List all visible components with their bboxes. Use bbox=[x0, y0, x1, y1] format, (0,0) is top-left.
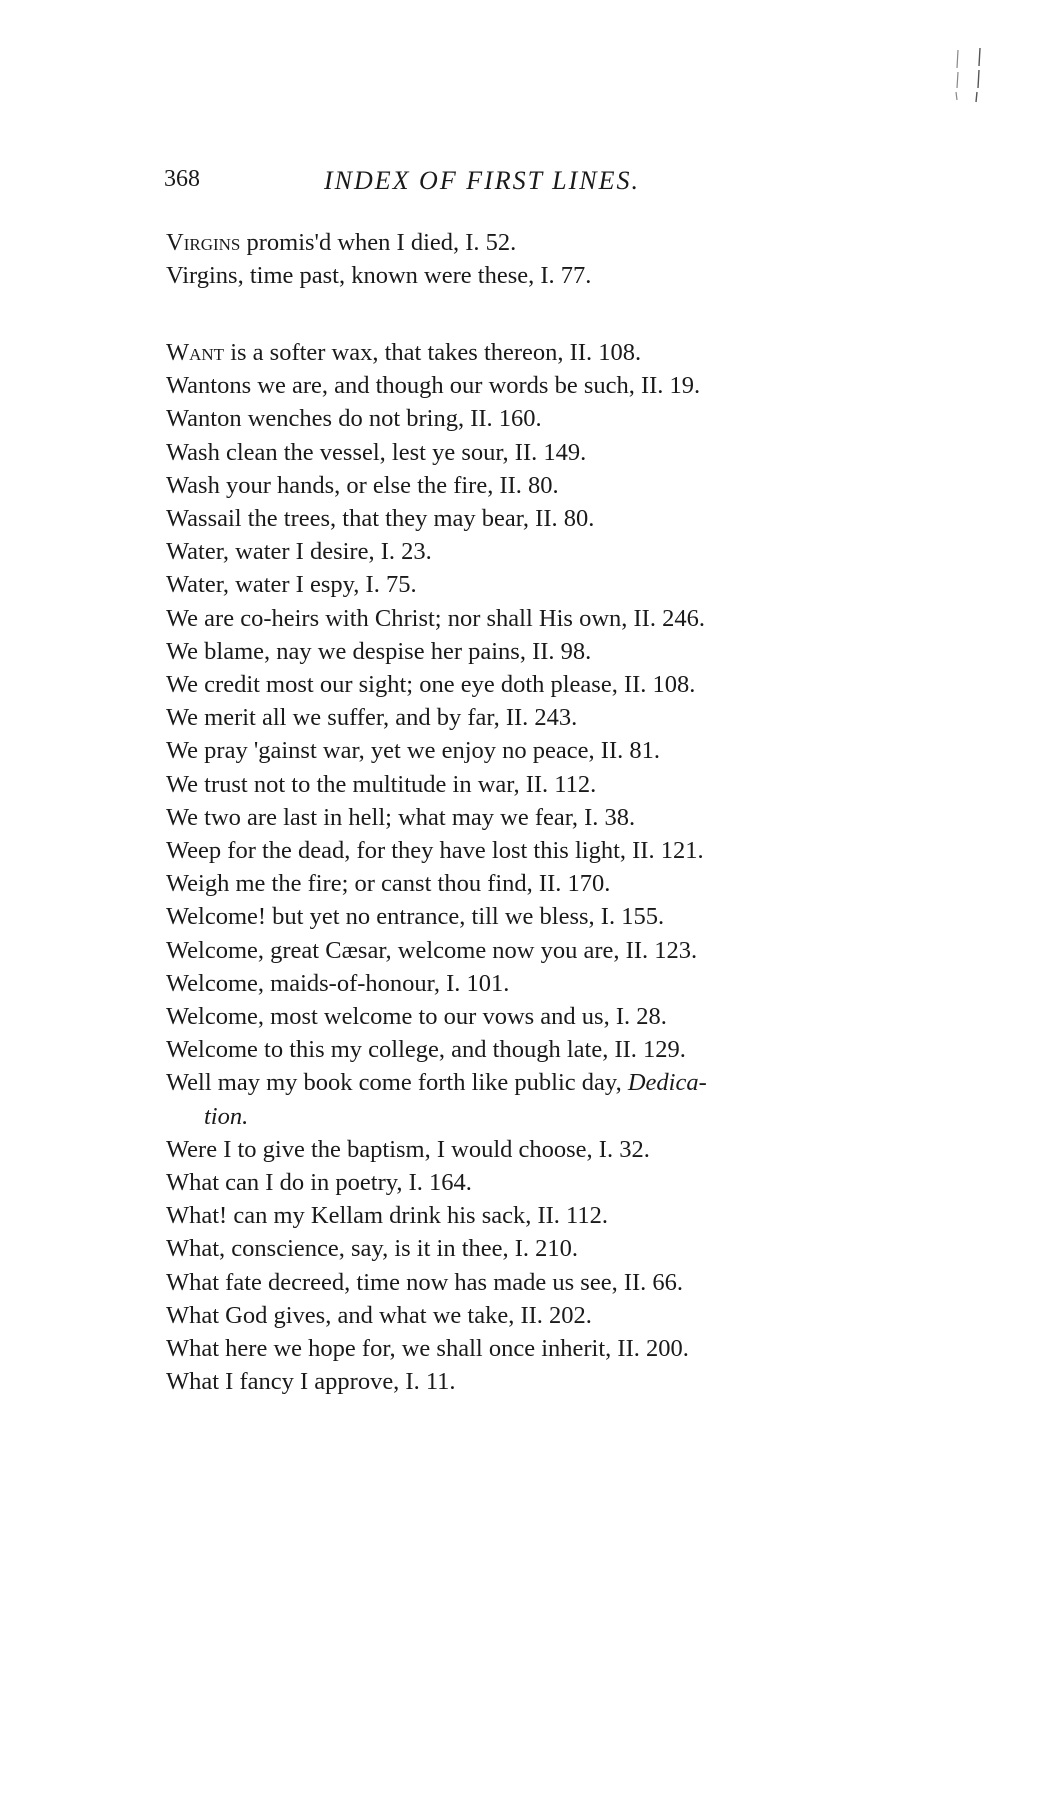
index-entry: We pray 'gainst war, yet we enjoy no peace, II. 81. bbox=[166, 737, 660, 765]
index-entry: We trust not to the multitude in war, II. 112. bbox=[166, 770, 597, 798]
index-entry: Wassail the trees, that they may bear, II. 80. bbox=[166, 505, 595, 533]
index-entry: Weigh me the fire; or canst thou find, II. 170. bbox=[166, 870, 611, 898]
index-entry: Weep for the dead, for they have lost this light, II. 121. bbox=[166, 837, 704, 865]
index-entry: Virgins, time past, known were these, I. 77. bbox=[166, 262, 592, 290]
index-entry: We are co-heirs with Christ; nor shall His own, II. 246. bbox=[166, 604, 705, 632]
index-entry: Were I to give the baptism, I would choose, I. 32. bbox=[166, 1135, 650, 1163]
index-entry: Welcome, most welcome to our vows and us, I. 28. bbox=[166, 1003, 667, 1031]
index-entry: Well may my book come forth like public day, Dedica- bbox=[166, 1069, 707, 1097]
page-number: 368 bbox=[164, 166, 200, 192]
index-entry-continuation: tion. bbox=[204, 1102, 249, 1130]
index-entry: Water, water I desire, I. 23. bbox=[166, 538, 432, 566]
index-entry: Welcome, maids-of-honour, I. 101. bbox=[166, 969, 510, 997]
index-entry: What! can my Kellam drink his sack, II. 112. bbox=[166, 1202, 609, 1230]
index-entry: What, conscience, say, is it in thee, I. 210. bbox=[166, 1235, 579, 1263]
index-entry: What can I do in poetry, I. 164. bbox=[166, 1169, 472, 1197]
index-entry: We credit most our sight; one eye doth please, II. 108. bbox=[166, 671, 696, 699]
index-entry: Wanton wenches do not bring, II. 160. bbox=[166, 405, 542, 433]
page-header bbox=[164, 166, 864, 206]
index-entry: Welcome to this my college, and though late, II. 129. bbox=[166, 1036, 686, 1064]
index-entry: We merit all we suffer, and by far, II. 243. bbox=[166, 704, 578, 732]
index-entry: Wash clean the vessel, lest ye sour, II. 149. bbox=[166, 438, 587, 466]
index-entry: Water, water I espy, I. 75. bbox=[166, 571, 417, 599]
margin-pencil-mark bbox=[952, 48, 992, 104]
index-entry: Welcome, great Cæsar, welcome now you are, II. 123. bbox=[166, 936, 698, 964]
index-entry: Want is a softer wax, that takes thereon, II. 108. bbox=[166, 339, 642, 366]
index-entry: Virgins promis'd when I died, I. 52. bbox=[166, 229, 517, 256]
index-entry: We two are last in hell; what may we fear, I. 38. bbox=[166, 803, 636, 831]
index-entry: Wash your hands, or else the fire, II. 80. bbox=[166, 471, 559, 499]
index-section-v bbox=[166, 226, 591, 292]
index-entry: What God gives, and what we take, II. 202. bbox=[166, 1301, 592, 1329]
index-entry: Welcome! but yet no entrance, till we bless, I. 155. bbox=[166, 903, 665, 931]
index-entry: We blame, nay we despise her pains, II. 98. bbox=[166, 637, 592, 665]
index-entry: What fate decreed, time now has made us see, II. 66. bbox=[166, 1268, 684, 1296]
index-entry: What here we hope for, we shall once inherit, II. 200. bbox=[166, 1335, 689, 1363]
index-entry: Wantons we are, and though our words be such, II. 19. bbox=[166, 372, 701, 400]
index-section-w bbox=[166, 336, 707, 1399]
running-title: INDEX OF FIRST LINES. bbox=[324, 166, 640, 195]
index-entry: What I fancy I approve, I. 11. bbox=[166, 1368, 456, 1396]
